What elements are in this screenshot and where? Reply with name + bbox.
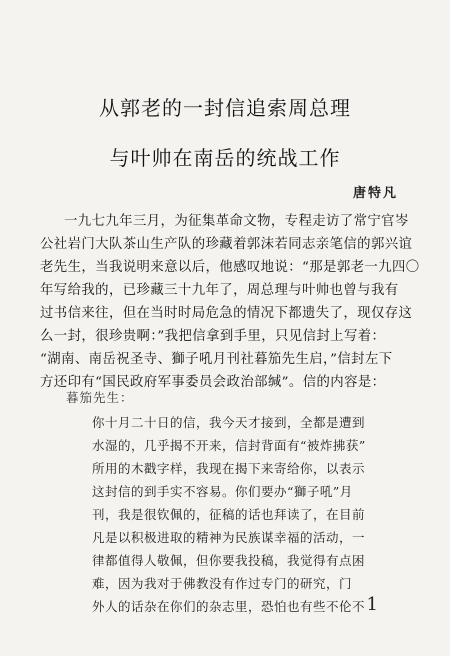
body-line: 么一封，很珍贵啊：”我把信拿到手里，只见信封上写着： (40, 329, 386, 344)
body-line: 方还印有“国民政府军事委员会政治部缄”。信的内容是： (40, 375, 386, 390)
body-line: 一九七九年三月，为征集革命文物，专程走访了常宁官岑 (64, 214, 409, 229)
body-line: 老先生，当我说明来意以后，他感叹地说：“那是郭老一九四〇 (40, 260, 420, 275)
letter-line: 外人的话杂在你们的杂志里，恐怕也有些不伦不 (92, 599, 366, 614)
letter-line: 水湿的，几乎揭不开来，信封背面有“被炸拂获” (92, 438, 366, 453)
letter-greeting: 暮笳先生： (66, 390, 134, 405)
letter-line: 这封信的到手实不容易。你们要办“獅子吼”月 (92, 484, 353, 499)
letter-line: 刊，我是很钦佩的，征稿的话也拜读了，在目前 (92, 507, 366, 522)
page-number: 1 (366, 594, 378, 615)
body-line: 公社岩门大队茶山生产队的珍藏着郭沫若同志亲笔信的郭兴谊 (40, 237, 413, 252)
body-line: 过书信来往，但在当时时局危急的情况下都遗失了，现仅存这 (40, 306, 413, 321)
letter-line: 律都值得人敬佩，但你要我投稿，我觉得有点困 (92, 553, 366, 568)
article-title-line-2: 与叶帅在南岳的统战工作 (109, 146, 341, 170)
letter-line: 你十月二十日的信，我今天才接到，全都是遭到 (92, 415, 366, 430)
article-title-line-1: 从郭老的一封信追索周总理 (99, 96, 351, 120)
body-line: 年写给我的，已珍藏三十九年了，周总理与叶帅也曾与我有 (40, 283, 399, 298)
author-name: 唐特凡 (352, 186, 398, 201)
letter-line: 难，因为我对于佛教没有作过专门的研究，门 (92, 576, 353, 591)
body-line: “湖南、南岳祝圣寺、獅子吼月刊社暮笳先生启，”信封左下 (40, 352, 393, 367)
letter-line: 凡是以积极进取的精神为民族谋幸福的活动，一 (92, 530, 366, 545)
letter-line: 所用的木戳字样，我现在揭下来寄给你，以表示 (92, 461, 366, 476)
